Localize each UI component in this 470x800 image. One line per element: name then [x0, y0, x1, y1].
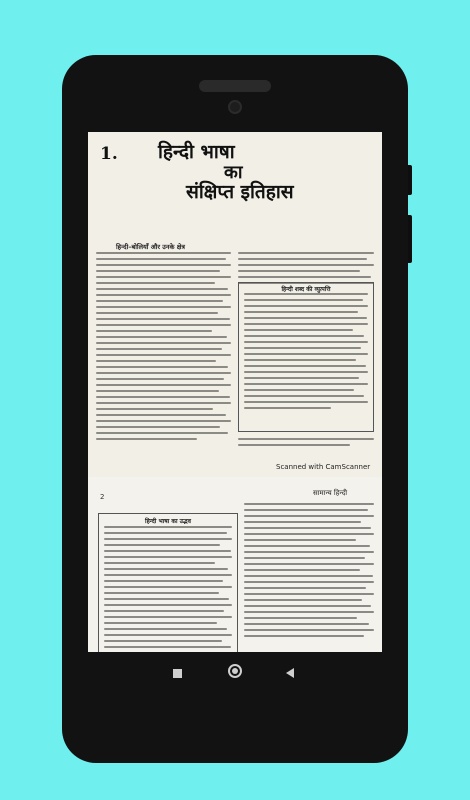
- home-circle-icon[interactable]: [228, 664, 242, 678]
- running-head: सामान्य हिन्दी: [313, 489, 348, 497]
- navigation-bar: [88, 652, 382, 694]
- right-column-tail: [238, 438, 374, 450]
- recents-square-icon[interactable]: [173, 669, 182, 678]
- scanned-page-2: [88, 477, 382, 652]
- earpiece-speaker: [199, 80, 271, 92]
- etymology-box-heading: हिन्दी शब्द की व्युत्पत्ति: [281, 286, 331, 293]
- origin-box-heading: हिन्दी भाषा का उद्भव: [145, 518, 191, 525]
- volume-button: [408, 165, 412, 195]
- document-viewer[interactable]: [88, 132, 382, 652]
- page2-right-column: [244, 503, 374, 641]
- etymology-box: [238, 282, 374, 432]
- scanner-watermark: Scanned with CamScanner: [276, 463, 371, 471]
- back-triangle-icon[interactable]: [286, 668, 294, 678]
- page-number: 2: [100, 493, 105, 501]
- section-heading: हिन्दी–बोलियाँ और उनके क्षेत्र: [116, 243, 185, 251]
- scanned-page-1: [88, 132, 382, 477]
- power-button: [408, 215, 412, 263]
- origin-box: [98, 513, 238, 652]
- left-text-column: [96, 252, 231, 444]
- front-camera: [228, 100, 242, 114]
- chapter-title-line-2: का: [224, 162, 243, 183]
- chapter-title-line-1: हिन्दी भाषा: [158, 141, 235, 163]
- chapter-title-line-3: संक्षिप्त इतिहास: [186, 181, 294, 203]
- chapter-number: 1.: [100, 144, 118, 164]
